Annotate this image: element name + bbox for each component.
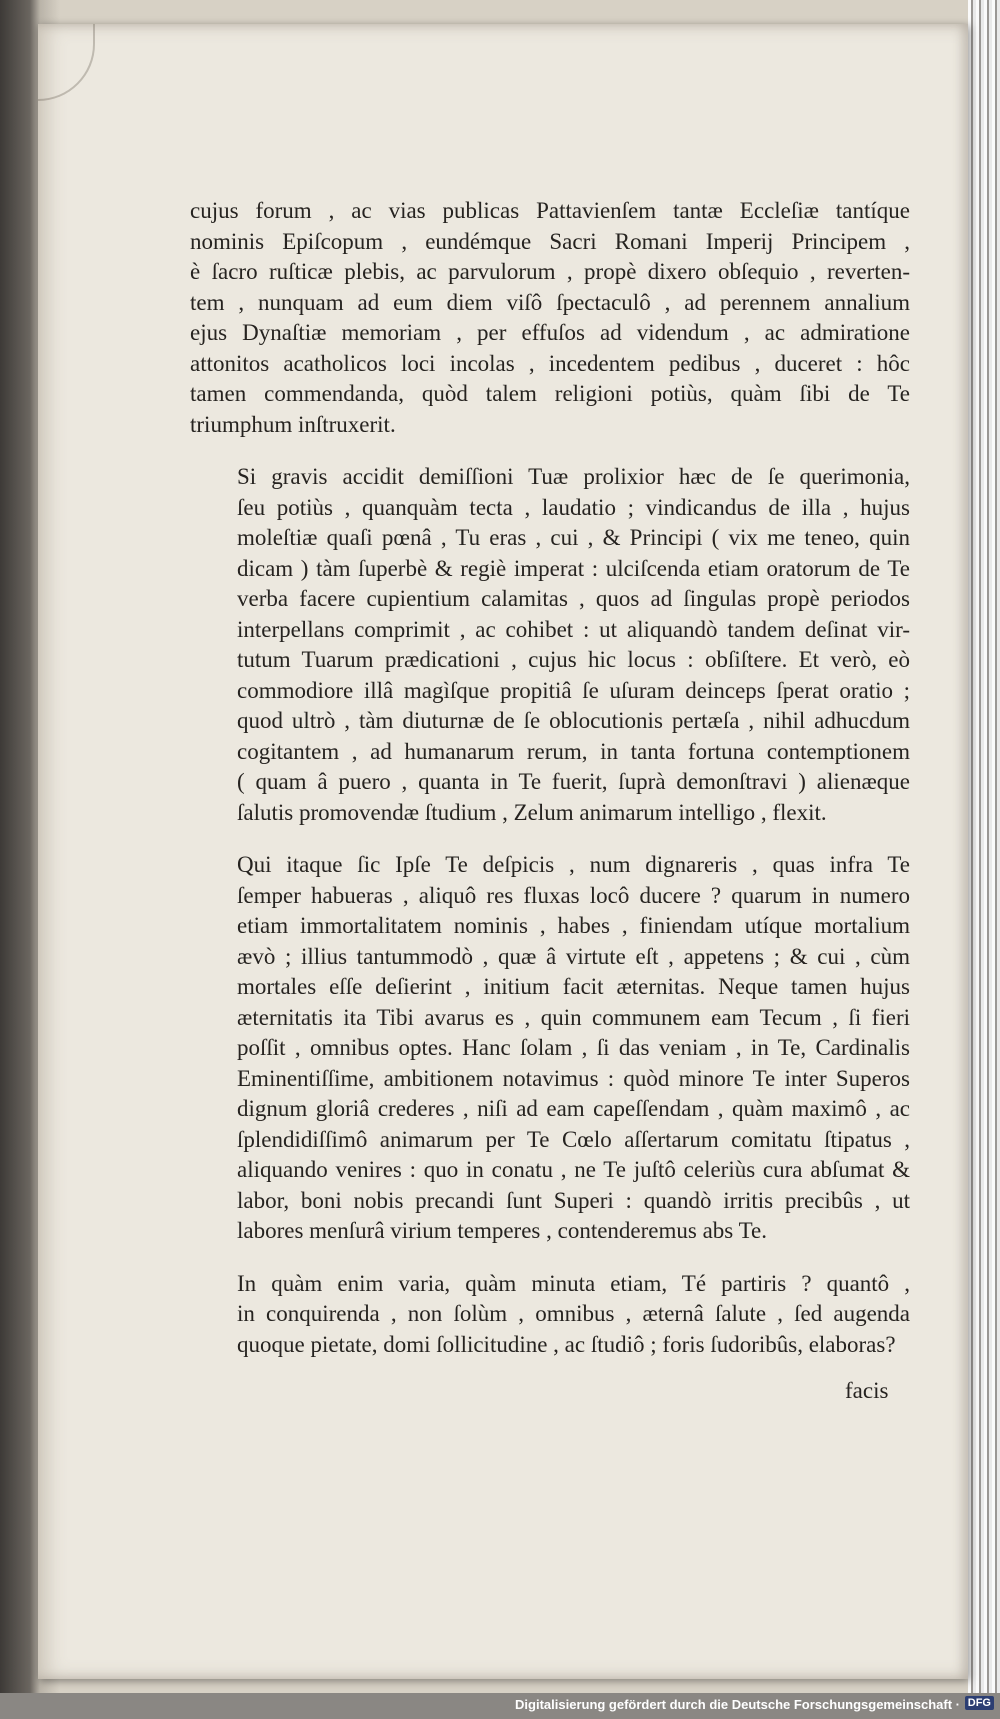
text-line: poſſit , omnibus optes. Hanc ſolam , ſi das veniam , in Te, Cardinalis [237,1035,910,1060]
text-line: ſeu potiùs , quanquàm tecta , laudatio ; vindicandus de illa , hujus [237,494,910,520]
text-line: tem , nunquam ad eum diem viſô ſpectaculô , ad perennem annalium [190,289,910,315]
text-line: dignum gloriâ crederes , niſi ad eam capeſſendam , quàm maximô , ac [237,1096,910,1121]
text-line: cujus forum , ac vias publicas Pattavienſem tantæ Eccleſiæ tantíque [190,198,910,223]
footer-credit: Digitalisierung gefördert durch die Deutsche Forschungsgemeinschaft · [515,1697,960,1712]
text-line: mortales eſſe deſierint , initium facit æternitas. Neque tamen hujus [237,974,910,999]
body-text [190,196,910,1382]
text-line: cogitantem , ad humanarum rerum, in tanta fortuna contemptionem [237,738,910,764]
text-line: nominis Epiſcopum , eundémque Sacri Romani Imperij Principem , [190,228,910,254]
text-line: interpellans comprimit , ac cohibet : ut aliquandò tandem deſinat vir- [237,616,910,642]
text-line: labor, boni nobis precandi ſunt Superi : quandò irritis precibûs , ut [237,1187,910,1213]
text-line: In quàm enim varia, quàm minuta etiam, Té partiris ? quantô , [237,1270,910,1296]
text-line: ſalutis promovendæ ſtudium , Zelum animarum intelligo , flexit. [237,799,827,825]
text-line: attonitos acatholicos loci incolas , incedentem pedibus , duceret : hôc [190,350,910,376]
text-line: Eminentiſſime, ambitionem notavimus : quòd minore Te inter Superos [237,1065,910,1091]
text-line: Si gravis accidit demiſſioni Tuæ prolixior hæc de ſe querimonia, [237,464,910,489]
paragraph [190,462,910,828]
text-line: è ſacro ruſticæ plebis, ac parvulorum , propè dixero obſequio , reverten- [190,259,910,284]
text-line: ſemper habueras , aliquô res fluxas locô ducere ? quarum in numero [237,882,910,908]
page-stack-edge [968,0,1000,1719]
text-line: æternitatis ita Tibi avarus es , quin communem eam Tecum , ſi fieri [237,1004,910,1030]
text-line: commodiore illâ magìſque propitiâ ſe uſuram deinceps ſperat oratio ; [237,677,910,703]
text-line: etiam immortalitatem nominis , habes , finiendam utíque mortalium [237,913,910,938]
text-line: moleſtiæ quaſi pœnâ , Tu eras , cui , & Principi ( vix me teneo, quin [237,525,910,550]
text-line: ævò ; illius tantummodò , quæ â virtute eſt , appetens ; & cui , cùm [237,943,910,969]
text-line: tamen commendanda, quòd talem religioni potiùs, quàm ſibi de Te [190,381,910,406]
text-line: ſplendidiſſimô animarum per Te Cœlo aſſertarum comitatu ſtipatus , [237,1126,910,1152]
text-line: Qui itaque ſic Ipſe Te deſpicis , num dignareris , quas infra Te [237,852,910,877]
paragraph [190,850,910,1247]
text-line: ejus Dynaſtiæ memoriam , per effuſos ad videndum , ac admiratione [190,320,910,345]
text-line: in conquirenda , non ſolùm , omnibus , æternâ ſalute , ſed augenda [237,1301,910,1326]
catchword: facis [845,1378,889,1403]
text-line: triumphum inſtruxerit. [190,411,396,437]
text-line: quoque pietate, domi ſollicitudine , ac ſtudiô ; foris ſudoribûs, elaboras? [237,1331,896,1357]
paragraph [190,196,910,440]
text-line: aliquando venires : quo in conatu , ne Te juſtô celeriùs cura abſumat & [237,1157,910,1182]
dfg-logo-icon: DFG [965,1696,994,1710]
text-line: labores menſurâ virium temperes , contenderemus abs Te. [237,1218,767,1243]
text-line: dicam ) tàm ſuperbè & regiè imperat : ulciſcenda etiam oratorum de Te [237,555,910,581]
text-line: quod ultrò , tàm diuturnæ de ſe oblocutionis pertæſa , nihil adhucdum [237,708,910,733]
text-line: tutum Tuarum prædicationi , cujus hic locus : obſiſtere. Et verò, eò [237,647,910,672]
text-line: verba facere cupientium calamitas , quos ad ſingulas propè periodos [237,586,910,611]
text-line: ( quam â puero , quanta in Te fuerit, ſuprà demonſtravi ) alienæque [237,769,910,794]
paragraph [190,1269,910,1361]
